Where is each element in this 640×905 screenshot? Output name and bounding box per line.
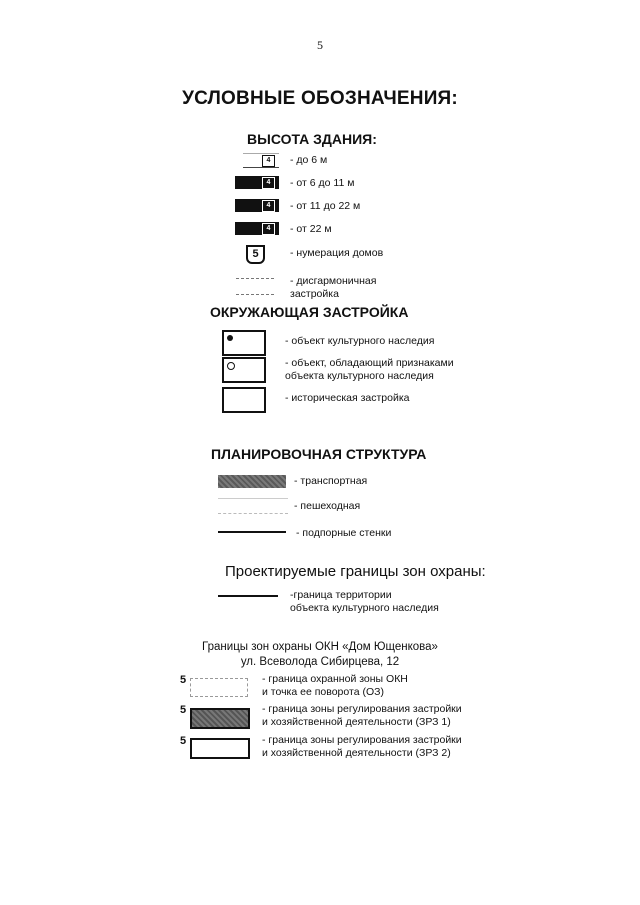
- planning-heading: ПЛАНИРОВОЧНАЯ СТРУКТУРА: [211, 446, 427, 462]
- zone-zrz1-label-2: и хозяйственной деятельности (ЗРЗ 1): [262, 716, 451, 728]
- heritage-features-box: [222, 357, 266, 383]
- transport-swatch: [218, 475, 286, 488]
- territory-boundary-line: [218, 595, 278, 597]
- legend-title: УСЛОВНЫЕ ОБОЗНАЧЕНИЯ:: [182, 88, 458, 109]
- heritage-features-label-2: объекта культурного наследия: [285, 370, 434, 382]
- zone-oz-label-1: - граница охранной зоны ОКН: [262, 673, 408, 685]
- zone-zrz2-label-2: и хозяйственной деятельности (ЗРЗ 2): [262, 747, 451, 759]
- zone-oz-number: 5: [180, 674, 187, 686]
- territory-boundary-label-1: -граница территории: [290, 589, 392, 601]
- zones-title-1: Границы зон охраны ОКН «Дом Ющенкова»: [202, 641, 438, 653]
- heritage-ring-icon: [227, 362, 235, 370]
- historic-development-label: - историческая застройка: [285, 392, 410, 404]
- zone-zrz2-number: 5: [180, 735, 187, 747]
- height-label-22-plus: - от 22 м: [290, 223, 332, 235]
- historic-development-box: [222, 387, 266, 413]
- building-height-heading: ВЫСОТА ЗДАНИЯ:: [247, 131, 377, 147]
- transport-label: - транспортная: [294, 475, 368, 487]
- heritage-object-box: [222, 330, 266, 356]
- height-swatch-22-plus: [235, 222, 279, 235]
- floor-count-tag: 4: [262, 223, 275, 235]
- pedestrian-label: - пешеходная: [294, 500, 361, 512]
- zone-zrz2-swatch: [190, 738, 250, 759]
- retaining-wall-line: [218, 531, 286, 533]
- zone-zrz2-label-1: - граница зоны регулирования застройки: [262, 734, 462, 746]
- pedestrian-swatch: [218, 498, 288, 514]
- heritage-features-label-1: - объект, обладающий признаками: [285, 357, 454, 369]
- zone-zrz1-swatch: [190, 708, 250, 729]
- house-numbering-label: - нумерация домов: [290, 247, 384, 259]
- retaining-wall-label: - подпорные стенки: [296, 527, 392, 539]
- house-number-shield-icon: 5: [246, 245, 265, 264]
- zone-zrz1-number: 5: [180, 704, 187, 716]
- floor-count-tag: 4: [262, 200, 275, 212]
- zone-oz-swatch: [190, 678, 248, 697]
- zones-title-2: ул. Всеволода Сибирцева, 12: [240, 656, 400, 668]
- disharmonious-line-top: [236, 278, 274, 279]
- territory-boundary-label-2: объекта культурного наследия: [290, 602, 439, 614]
- projected-boundaries-heading: Проектируемые границы зон охраны:: [225, 563, 486, 580]
- disharmonious-line-bottom: [236, 294, 274, 295]
- height-label-6-11: - от 6 до 11 м: [290, 177, 355, 189]
- height-label-11-22: - от 11 до 22 м: [290, 200, 361, 212]
- heritage-object-label: - объект культурного наследия: [285, 335, 435, 347]
- zone-zrz1-label-1: - граница зоны регулирования застройки: [262, 703, 462, 715]
- height-swatch-0-6: [243, 153, 279, 168]
- height-label-0-6: - до 6 м: [290, 154, 328, 166]
- disharmonious-label-2: застройка: [290, 288, 339, 300]
- height-swatch-6-11: [235, 176, 279, 189]
- heritage-dot-icon: [227, 335, 233, 341]
- zone-oz-label-2: и точка ее поворота (ОЗ): [262, 686, 384, 698]
- floor-count-tag: 4: [262, 155, 275, 167]
- floor-count-tag: 4: [262, 177, 275, 189]
- disharmonious-label-1: - дисгармоничная: [290, 275, 377, 287]
- height-swatch-11-22: [235, 199, 279, 212]
- surroundings-heading: ОКРУЖАЮЩАЯ ЗАСТРОЙКА: [210, 304, 409, 320]
- page-number: 5: [317, 38, 323, 52]
